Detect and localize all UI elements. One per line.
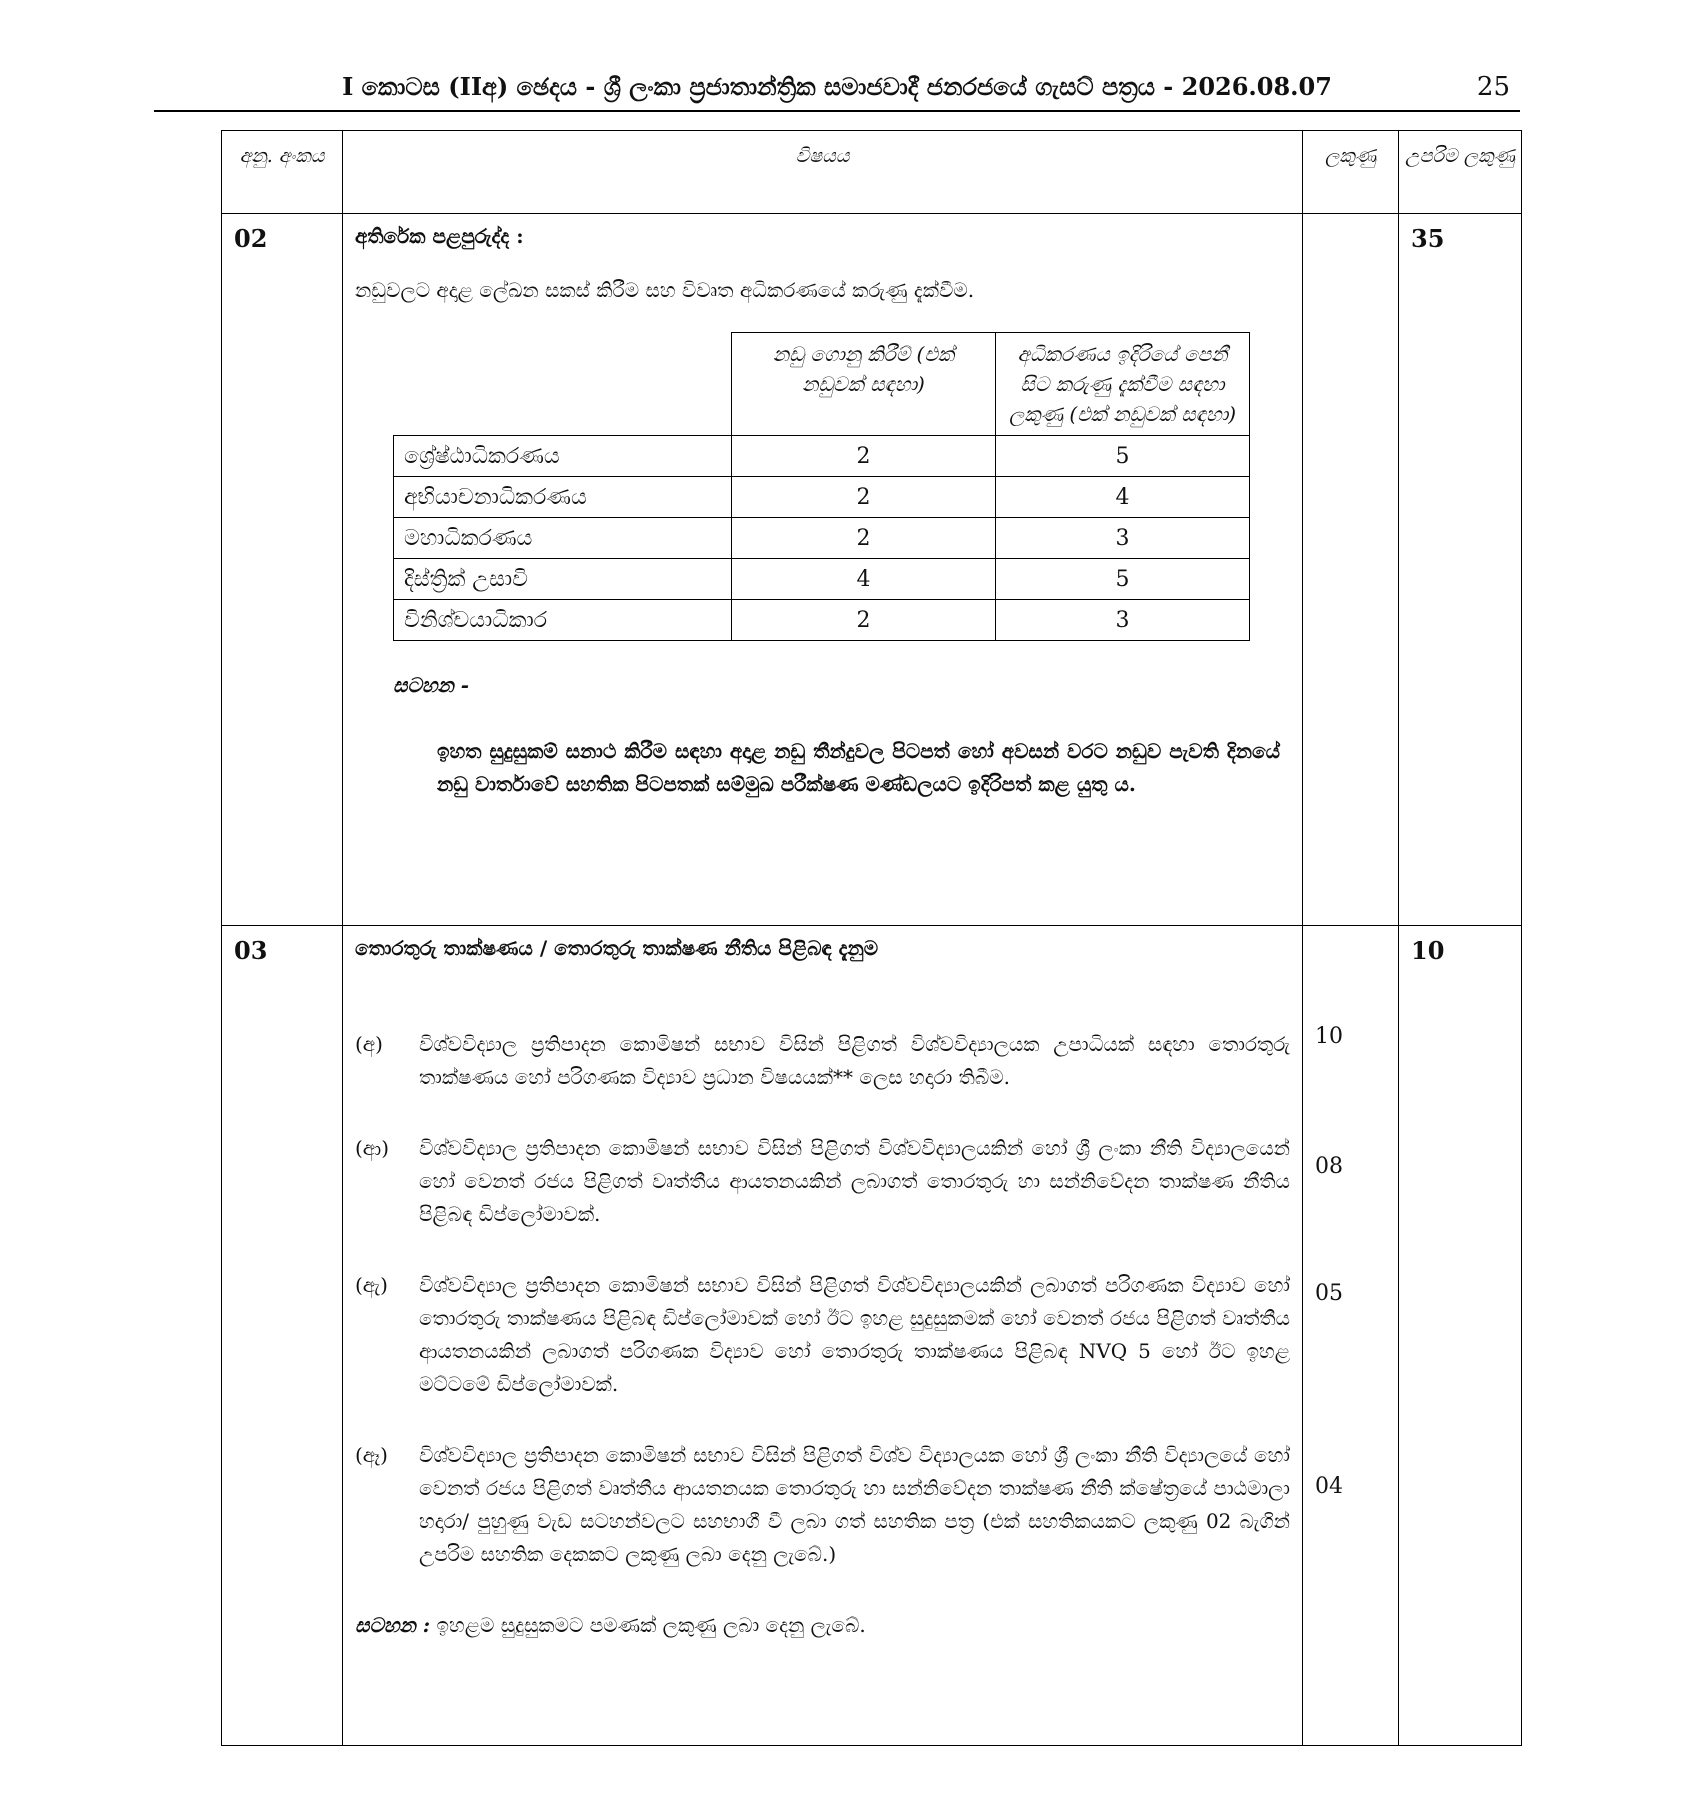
item-label: (ඈ) (355, 1443, 388, 1467)
section-heading: තොරතුරු තාක්ෂණය / තොරතුරු තාක්ෂණ නීතිය පිළිබඳ දැනුම (355, 936, 879, 960)
presenting-marks: 5 (996, 559, 1250, 600)
list-item (355, 1028, 1290, 1094)
row-subject (343, 926, 1303, 1746)
court-name: අභියාචනාධිකරණය (394, 477, 732, 518)
item-text: විශ්වවිද්‍යාල ප්‍රතිපාදන කොමිෂන් සභාව විසින් පිළිගත් විශ්වවිද්‍යාලයකින් හෝ ශ්‍රී ලංකා නීති විද්‍යාලයෙන් හෝ වෙනත් රජය පිළිගත් වෘත්තීය ආයතනයකින් ලබාගත් තොරතුරු හා සන්නිවේදන තාක්ෂණ නීතිය පිළිබඳ ඩිප්ලෝමාවක්. (419, 1136, 1290, 1226)
item-text: විශ්වවිද්‍යාල ප්‍රතිපාදන කොමිෂන් සභාව විසින් පිළිගත් විශ්වවිද්‍යාලයකින් ලබාගත් පරිගණක විද්‍යාව හෝ තොරතුරු තාක්ෂණය පිළිබඳ ඩිප්ලෝමාවක් හෝ ඊට ඉහළ සුදුසුකමක් හෝ වෙනත් රජය පිළිගත් වෘත්තීය ආයතනයකින් ලබාගත් පරිගණක විද්‍යාව හෝ තොරතුරු තාක්ෂණය පිළිබඳ NVQ 5 හෝ ඊට ඉහළ මට්ටමේ ඩිප්ලෝමාවක්. (419, 1273, 1290, 1396)
note-label: සටහන : (355, 1613, 431, 1637)
presenting-marks: 3 (996, 600, 1250, 641)
presenting-marks: 5 (996, 436, 1250, 477)
row-max-marks: 10 (1399, 926, 1522, 1746)
list-item (355, 1132, 1290, 1231)
row-subject (343, 214, 1303, 926)
filing-marks: 2 (732, 600, 996, 641)
list-item (355, 1269, 1290, 1401)
table-row-02 (222, 214, 1522, 926)
col-header-max-marks: උපරිම ලකුණු (1399, 131, 1522, 214)
filing-marks: 2 (732, 477, 996, 518)
filing-marks: 2 (732, 436, 996, 477)
col-header-marks: ලකුණු (1303, 131, 1399, 214)
final-note (355, 1613, 1290, 1637)
item-text: විශ්වවිද්‍යාල ප්‍රතිපාදන කොමිෂන් සභාව විසින් පිළිගත් විශ්ව විද්‍යාලයක හෝ ශ්‍රී ලංකා නීති විද්‍යාලයේ හෝ වෙනත් රජය පිළිගත් වෘත්තීය ආයතනයක තොරතුරු හා සන්නිවේදන තාක්ෂණ නීති ක්ෂේත්‍රයේ පාඨමාලා හදාරා/ පුහුණු වැඩ සටහන්වලට සහභාගී වී ලබා ගත් සහතික පත්‍ර (එක් සහතිකයකට ලකුණු 02 බැගින් උපරිම සහතික දෙකකට ලකුණු ලබා දෙනු ලැබේ.) (419, 1443, 1290, 1566)
item-marks: 04 (1315, 1474, 1343, 1499)
page-number: 25 (1476, 72, 1510, 102)
item-label: (ඇ) (355, 1273, 388, 1297)
table-row (394, 600, 1250, 641)
inner-header-row (394, 333, 1250, 436)
col-header-subject: විෂයය (343, 131, 1303, 214)
header-title: I කොටස (IIඅ) ඡෙදය - ශ්‍රී ලංකා ප්‍රජාතාන්ත්‍රික සමාජවාදී ජනරජයේ ගැසට් පත්‍රය - 2026.08.07 (342, 72, 1332, 101)
table-row (394, 559, 1250, 600)
court-name: දිස්ත්‍රික් උසාවි (394, 559, 732, 600)
court-name: ශ්‍රේෂ්ඨාධිකරණය (394, 436, 732, 477)
table-header-row (222, 131, 1522, 214)
section-heading: අතිරේක පළපුරුද්ද : (355, 224, 524, 248)
table-row (394, 477, 1250, 518)
list-item (355, 1439, 1290, 1571)
table-row (394, 436, 1250, 477)
row-marks (1303, 214, 1399, 926)
page-header (154, 70, 1520, 112)
item-marks: 10 (1315, 1024, 1343, 1049)
row-number: 02 (222, 214, 343, 926)
court-marks-table (393, 332, 1250, 641)
marking-table (221, 130, 1522, 1746)
row-marks (1303, 926, 1399, 1746)
item-text: විශ්වවිද්‍යාල ප්‍රතිපාදන කොමිෂන් සභාව විසින් පිළිගත් විශ්වවිද්‍යාලයක උපාධියක් සඳහා තොරතුරු තාක්ෂණය හෝ පරිගණක විද්‍යාව ප්‍රධාන විෂයයක්** ලෙස හදාරා තිබීම. (419, 1032, 1290, 1089)
note-text: ඉහත සුදුසුකම් සනාථ කිරීම සඳහා අදාළ නඩු තීන්දුවල පිටපත් හෝ අවසන් වරට නඩුව පැවති දිනයේ නඩු වාර්තාවේ සහතික පිටපතක් සම්මුඛ පරීක්ෂණ මණ්ඩලයට ඉදිරිපත් කළ යුතු ය. (437, 739, 1280, 796)
item-marks: 08 (1315, 1154, 1343, 1179)
row-max-marks: 35 (1399, 214, 1522, 926)
filing-marks: 4 (732, 559, 996, 600)
note-label: සටහන - (393, 673, 470, 697)
col-header-no: අනු. අංකය (222, 131, 343, 214)
court-name: මහාධිකරණය (394, 518, 732, 559)
section-intro: නඩුවලට අදාළ ලේඛන සකස් කිරීම සහ විවෘත අධිකරණයේ කරුණු දැක්වීම. (355, 278, 975, 302)
table-row (394, 518, 1250, 559)
inner-header-blank (394, 333, 732, 436)
presenting-marks: 3 (996, 518, 1250, 559)
table-row-03 (222, 926, 1522, 1746)
item-label: (ආ) (355, 1136, 390, 1160)
row-number: 03 (222, 926, 343, 1746)
item-marks: 05 (1315, 1281, 1343, 1306)
filing-marks: 2 (732, 518, 996, 559)
qualification-list (355, 1028, 1290, 1571)
inner-header-presenting: අධිකරණය ඉදිරියේ පෙනී සිට කරුණු දැක්වීම සඳහා ලකුණු (එක් නඩුවක් සඳහා) (996, 333, 1250, 436)
presenting-marks: 4 (996, 477, 1250, 518)
note-text: ඉහළම සුදුසුකමට පමණක් ලකුණු ලබා දෙනු ලැබේ. (436, 1613, 866, 1637)
inner-header-filing: නඩු ගොනු කිරීම් (එක් නඩුවක් සඳහා) (732, 333, 996, 436)
item-label: (අ) (355, 1032, 383, 1056)
court-name: විනිශ්චයාධිකාර (394, 600, 732, 641)
